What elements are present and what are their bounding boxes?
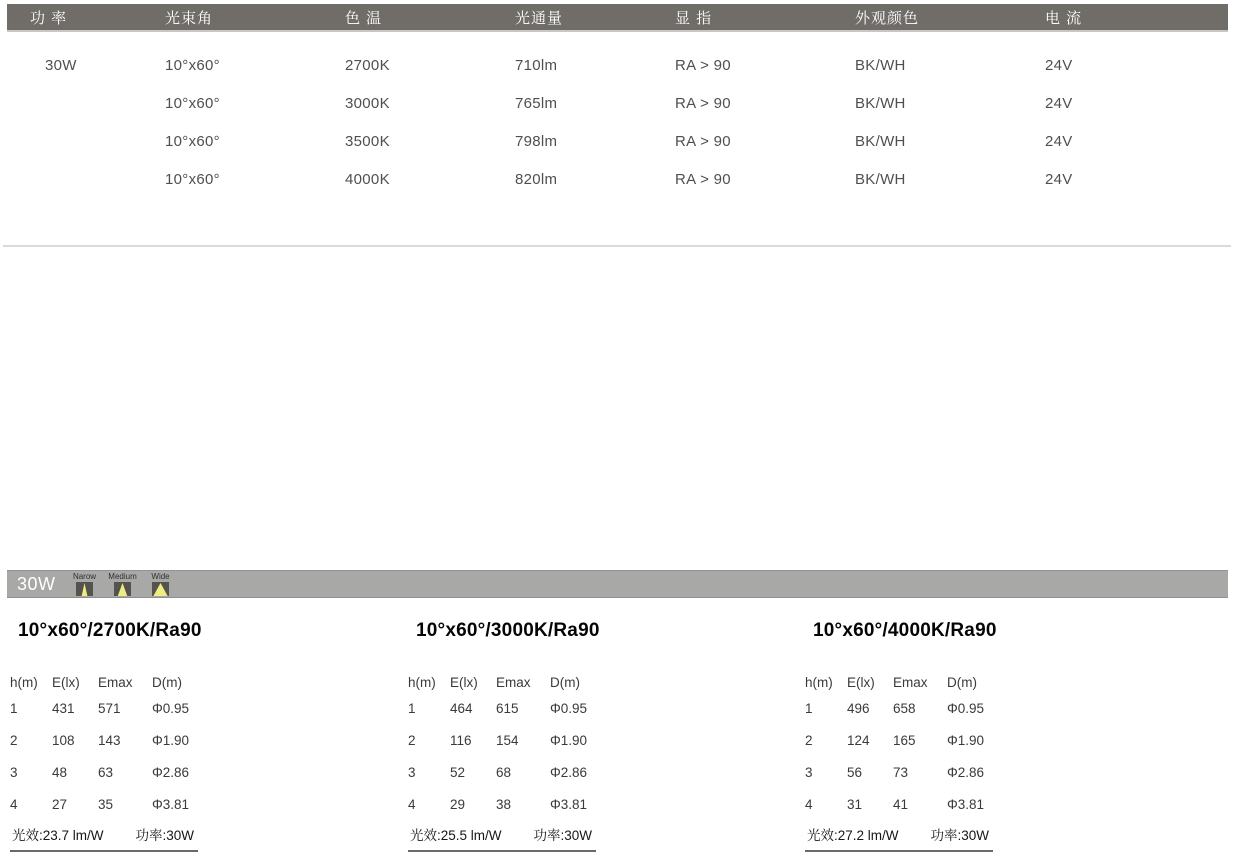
table-row — [408, 724, 596, 756]
spec-header-cell-cri: 显 指 — [675, 9, 713, 27]
wide-beam-icon — [152, 582, 169, 596]
table-row — [30, 84, 1228, 122]
spec-cell: 765lm — [515, 94, 558, 112]
table-row — [805, 724, 993, 756]
power-section-bar — [7, 570, 1228, 598]
beam-option-medium — [104, 572, 142, 596]
table-row — [805, 692, 993, 724]
data-cell: Φ1.90 — [152, 732, 190, 748]
spec-cell: 30W — [45, 56, 77, 74]
spec-cell: 24V — [1045, 170, 1073, 188]
data-cell: 124 — [847, 732, 870, 748]
data-cell: 2 — [10, 732, 18, 748]
col-header: h(m) — [805, 674, 833, 690]
spec-cell: RA > 90 — [675, 56, 731, 74]
spec-table-header — [7, 4, 1228, 32]
data-cell: Φ2.86 — [947, 764, 985, 780]
data-cell: 143 — [98, 732, 121, 748]
data-cell: Φ1.90 — [550, 732, 588, 748]
data-cell: Φ3.81 — [152, 796, 190, 812]
data-cell: 56 — [847, 764, 863, 780]
data-cell: 658 — [893, 700, 916, 716]
data-cell: 63 — [98, 764, 114, 780]
data-cell: 48 — [52, 764, 68, 780]
table-title: 10°x60°/4000K/Ra90 — [813, 620, 997, 641]
table-row — [805, 756, 993, 788]
spec-cell: RA > 90 — [675, 170, 731, 188]
table-title: 10°x60°/3000K/Ra90 — [416, 620, 600, 641]
beam-label: Narow — [72, 572, 97, 581]
data-cell: 68 — [496, 764, 512, 780]
data-cell: Φ3.81 — [550, 796, 588, 812]
power-value: 功率:30W — [930, 828, 989, 843]
beam-triangle — [152, 583, 169, 596]
spec-header-cell-flux: 光通量 — [515, 9, 564, 27]
data-cell: Φ0.95 — [550, 700, 588, 716]
data-cell: 4 — [10, 796, 18, 812]
data-cell: 615 — [496, 700, 519, 716]
power-value: 功率:30W — [135, 828, 194, 843]
beam-label: Wide — [151, 572, 170, 581]
table-body — [805, 692, 993, 820]
column-headers — [10, 674, 198, 690]
spec-cell: 10°x60° — [165, 170, 220, 188]
section-divider — [3, 245, 1231, 247]
data-cell: Φ0.95 — [947, 700, 985, 716]
data-cell: 496 — [847, 700, 870, 716]
col-header: Emax — [893, 674, 928, 690]
beam-label: Medium — [108, 572, 137, 581]
table-row — [10, 692, 198, 724]
data-cell: 1 — [10, 700, 18, 716]
spec-cell: 798lm — [515, 132, 558, 150]
spec-cell: BK/WH — [855, 56, 906, 74]
table-row — [10, 788, 198, 820]
spec-cell: 3500K — [345, 132, 390, 150]
data-cell: 4 — [408, 796, 416, 812]
col-header: D(m) — [550, 674, 580, 690]
col-header: E(lx) — [52, 674, 80, 690]
spec-cell: BK/WH — [855, 94, 906, 112]
col-header: E(lx) — [847, 674, 875, 690]
spec-cell: 24V — [1045, 56, 1073, 74]
table-row — [30, 160, 1228, 198]
col-header: E(lx) — [450, 674, 478, 690]
beam-option-wide — [142, 572, 180, 596]
data-cell: 165 — [893, 732, 916, 748]
data-cell: 571 — [98, 700, 121, 716]
column-headers — [408, 674, 596, 690]
beam-triangle — [114, 583, 131, 596]
data-cell: 464 — [450, 700, 473, 716]
data-cell: 2 — [805, 732, 813, 748]
photometric-table-4000k — [805, 620, 997, 852]
spec-cell: 3000K — [345, 94, 390, 112]
spec-header-cell-voltage: 电 流 — [1045, 9, 1083, 27]
table-body — [10, 692, 198, 820]
efficacy-value: 光效:23.7 lm/W — [12, 828, 104, 843]
data-cell: 108 — [52, 732, 75, 748]
data-cell: Φ3.81 — [947, 796, 985, 812]
column-headers — [805, 674, 993, 690]
spec-cell: 10°x60° — [165, 56, 220, 74]
table-row — [408, 692, 596, 724]
col-header: D(m) — [152, 674, 182, 690]
beam-triangle — [76, 583, 93, 596]
spec-cell: 4000K — [345, 170, 390, 188]
data-cell: 35 — [98, 796, 114, 812]
table-row — [10, 756, 198, 788]
data-cell: 27 — [52, 796, 68, 812]
data-cell: 41 — [893, 796, 909, 812]
spec-cell: 10°x60° — [165, 132, 220, 150]
data-cell: 29 — [450, 796, 466, 812]
table-body — [408, 692, 596, 820]
col-header: Emax — [496, 674, 531, 690]
spec-header-cell-power: 功 率 — [30, 9, 68, 27]
spec-cell: 2700K — [345, 56, 390, 74]
spec-header-cell-cct: 色 温 — [345, 9, 383, 27]
photometric-table-3000k — [408, 620, 600, 852]
medium-beam-icon — [114, 582, 131, 596]
spec-cell: RA > 90 — [675, 132, 731, 150]
table-row — [408, 756, 596, 788]
data-cell: 31 — [847, 796, 863, 812]
data-cell: 73 — [893, 764, 909, 780]
spec-cell: 10°x60° — [165, 94, 220, 112]
data-cell: 3 — [805, 764, 813, 780]
power-label: 30W — [17, 573, 56, 594]
data-cell: 52 — [450, 764, 466, 780]
table-title: 10°x60°/2700K/Ra90 — [18, 620, 202, 641]
table-footer — [408, 828, 596, 852]
data-cell: 3 — [10, 764, 18, 780]
spec-cell: 24V — [1045, 132, 1073, 150]
data-cell: Φ0.95 — [152, 700, 190, 716]
col-header: h(m) — [10, 674, 38, 690]
col-header: Emax — [98, 674, 133, 690]
data-cell: 4 — [805, 796, 813, 812]
col-header: h(m) — [408, 674, 436, 690]
power-value: 功率:30W — [533, 828, 592, 843]
spec-cell: 710lm — [515, 56, 558, 74]
data-cell: 1 — [408, 700, 416, 716]
data-cell: 116 — [450, 732, 472, 748]
spec-cell: RA > 90 — [675, 94, 731, 112]
col-header: D(m) — [947, 674, 977, 690]
data-cell: 154 — [496, 732, 519, 748]
table-row — [10, 724, 198, 756]
spec-cell: 24V — [1045, 94, 1073, 112]
table-row — [30, 122, 1228, 160]
data-cell: Φ2.86 — [550, 764, 588, 780]
spec-header-cell-beam-angle: 光束角 — [165, 9, 214, 27]
table-row — [30, 46, 1228, 84]
efficacy-value: 光效:27.2 lm/W — [807, 828, 899, 843]
spec-table-body — [7, 46, 1228, 198]
spec-cell: BK/WH — [855, 170, 906, 188]
photometric-table-2700k — [10, 620, 202, 852]
spec-cell: 820lm — [515, 170, 558, 188]
data-cell: 431 — [52, 700, 75, 716]
data-cell: Φ1.90 — [947, 732, 985, 748]
beam-option-narrow — [66, 572, 104, 596]
table-row — [805, 788, 993, 820]
efficacy-value: 光效:25.5 lm/W — [410, 828, 502, 843]
data-cell: 2 — [408, 732, 416, 748]
data-cell: 3 — [408, 764, 416, 780]
table-footer — [10, 828, 198, 852]
table-row — [408, 788, 596, 820]
data-cell: Φ2.86 — [152, 764, 190, 780]
data-cell: 1 — [805, 700, 813, 716]
spec-header-cell-finish: 外观颜色 — [855, 9, 920, 27]
data-cell: 38 — [496, 796, 512, 812]
narrow-beam-icon — [76, 582, 93, 596]
spec-cell: BK/WH — [855, 132, 906, 150]
table-footer — [805, 828, 993, 852]
